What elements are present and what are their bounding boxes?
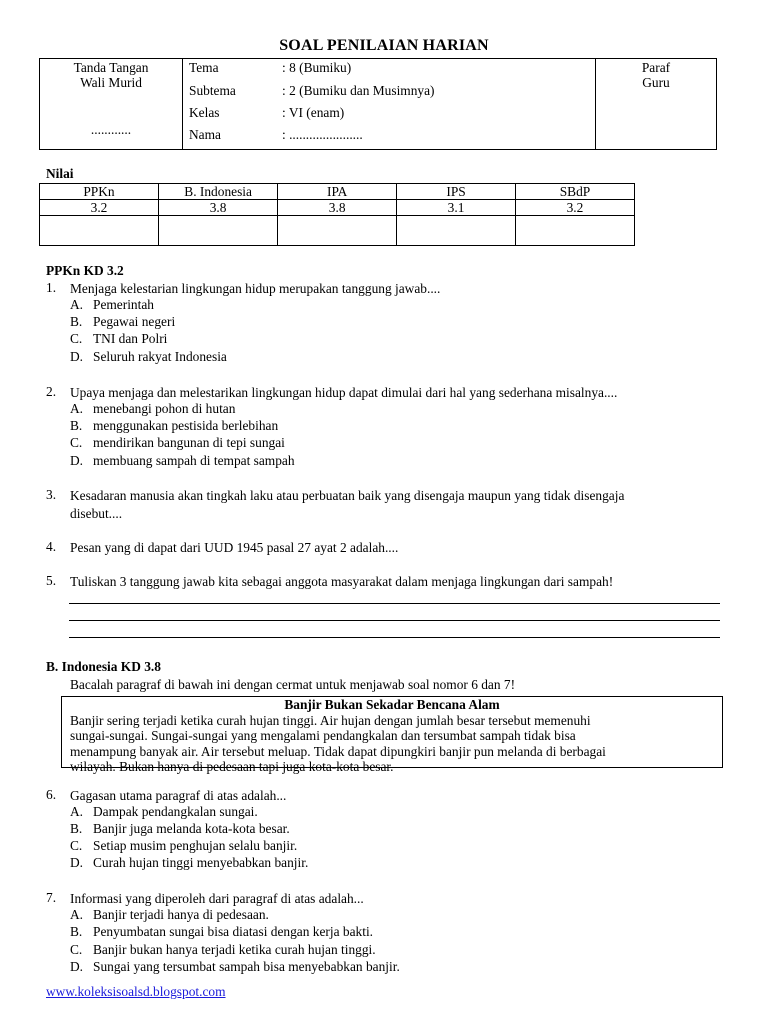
reading-line: wilayah. Bukan hanya di pedesaan tapi juga kota-kota besar.	[70, 759, 394, 774]
nama-label: Nama	[189, 127, 221, 142]
footer-website-link[interactable]: www.koleksisoalsd.blogspot.com	[46, 984, 226, 999]
option-text[interactable]: Penyumbatan sungai bisa diatasi dengan kerja bakti.	[93, 924, 374, 939]
option-letter: C.	[70, 838, 83, 853]
signature-label: Tanda Tangan	[73, 60, 149, 75]
question-number: 7.	[46, 890, 57, 905]
subject-cell: B. Indonesia	[159, 184, 278, 200]
header-table	[39, 58, 717, 150]
subject-row	[40, 184, 635, 200]
reading-instruction: Bacalah paragraf di bawah ini dengan cermat untuk menjawab soal nomor 6 dan 7!	[70, 677, 516, 692]
signature-dots: ............	[90, 122, 132, 137]
teacher-sign-cell	[596, 59, 717, 150]
option-text[interactable]: menebangi pohon di hutan	[93, 401, 236, 416]
reading-passage	[61, 696, 723, 774]
option-letter: A.	[70, 401, 84, 416]
question-text: Tuliskan 3 tanggung jawab kita sebagai anggota masyarakat dalam menjaga lingkungan dari sampah!	[70, 574, 614, 589]
option-letter: C.	[70, 435, 83, 450]
bindo-heading: B. Indonesia KD 3.8	[46, 659, 161, 674]
option-letter: C.	[70, 331, 83, 346]
score-row	[40, 216, 635, 246]
student-info-cell	[183, 59, 596, 150]
paraf-label: Paraf	[641, 60, 671, 75]
reading-line: Banjir sering terjadi ketika curah hujan tinggi. Air hujan dengan jumlah besar tersebut memenuhi	[70, 712, 591, 728]
question-text: Kesadaran manusia akan tingkah laku atau perbuatan baik yang disengaja maupun yang tidak disengaja	[70, 488, 625, 503]
question-number: 4.	[46, 539, 57, 554]
subject-cell: PPKn	[40, 184, 159, 200]
option-text[interactable]: TNI dan Polri	[93, 331, 168, 346]
question-number: 6.	[46, 787, 57, 802]
option-letter: B.	[70, 924, 83, 939]
answer-line[interactable]	[69, 603, 720, 604]
tema-label: Tema	[189, 60, 219, 75]
subtema-label: Subtema	[189, 83, 236, 98]
kd-row	[40, 200, 635, 216]
option-text[interactable]: Banjir terjadi hanya di pedesaan.	[93, 907, 269, 922]
option-text[interactable]: Pegawai negeri	[93, 314, 176, 329]
answer-line[interactable]	[69, 637, 720, 638]
option-text[interactable]: Curah hujan tinggi menyebabkan banjir.	[93, 855, 309, 870]
reading-title: Banjir Bukan Sekadar Bencana Alam	[284, 697, 500, 712]
question-number: 5.	[46, 573, 57, 588]
page-title: SOAL PENILAIAN HARIAN	[279, 37, 489, 54]
reading-line: sungai-sungai. Sungai-sungai yang mengalami pendangkalan dan tersumbat sampah tidak bisa	[70, 728, 576, 743]
question-number: 1.	[46, 280, 57, 295]
option-text[interactable]: membuang sampah di tempat sampah	[93, 453, 295, 468]
subject-cell: IPA	[278, 184, 397, 200]
question-text-cont: disebut....	[70, 506, 123, 521]
signature-label-2: Wali Murid	[80, 75, 142, 90]
option-text[interactable]: Banjir bukan hanya terjadi ketika curah hujan tinggi.	[93, 942, 376, 957]
signature-cell	[40, 59, 183, 150]
option-text[interactable]: Setiap musim penghujan selalu banjir.	[93, 838, 298, 853]
kd-cell: 3.8	[159, 200, 278, 216]
subject-cell: IPS	[397, 184, 516, 200]
option-letter: D.	[70, 855, 84, 870]
score-cell[interactable]	[397, 216, 516, 246]
nilai-label: Nilai	[46, 166, 74, 181]
option-letter: A.	[70, 804, 84, 819]
subject-cell: SBdP	[515, 184, 634, 200]
kd-cell: 3.2	[515, 200, 634, 216]
option-letter: B.	[70, 418, 83, 433]
option-text[interactable]: menggunakan pestisida berlebihan	[93, 418, 279, 433]
score-cell[interactable]	[515, 216, 634, 246]
guru-label: Guru	[642, 75, 670, 90]
question-text: Informasi yang diperoleh dari paragraf di atas adalah...	[70, 891, 364, 906]
option-text[interactable]: Dampak pendangkalan sungai.	[93, 804, 258, 819]
option-letter: D.	[70, 349, 84, 364]
kd-cell: 3.2	[40, 200, 159, 216]
question-text: Pesan yang di dapat dari UUD 1945 pasal 27 ayat 2 adalah....	[70, 540, 399, 555]
score-cell[interactable]	[278, 216, 397, 246]
answer-line[interactable]	[69, 620, 720, 621]
kelas-value: : VI (enam)	[282, 105, 345, 120]
question-text: Upaya menjaga dan melestarikan lingkungan hidup dapat dimulai dari hal yang sederhana misalnya....	[70, 385, 618, 400]
kd-cell: 3.1	[397, 200, 516, 216]
kelas-label: Kelas	[189, 105, 220, 120]
option-letter: D.	[70, 959, 84, 974]
option-text[interactable]: Pemerintah	[93, 297, 154, 312]
subtema-value: : 2 (Bumiku dan Musimnya)	[282, 83, 435, 98]
option-text[interactable]: Sungai yang tersumbat sampah bisa menyebabkan banjir.	[93, 959, 400, 974]
option-letter: A.	[70, 907, 84, 922]
question-number: 3.	[46, 487, 57, 502]
score-cell[interactable]	[159, 216, 278, 246]
option-letter: D.	[70, 453, 84, 468]
ppkn-heading: PPKn KD 3.2	[46, 263, 124, 278]
option-letter: C.	[70, 942, 83, 957]
question-text: Gagasan utama paragraf di atas adalah...	[70, 788, 287, 803]
score-cell[interactable]	[40, 216, 159, 246]
option-letter: B.	[70, 314, 83, 329]
option-letter: A.	[70, 297, 84, 312]
option-letter: B.	[70, 821, 83, 836]
tema-value: : 8 (Bumiku)	[282, 60, 352, 75]
option-text[interactable]: mendirikan bangunan di tepi sungai	[93, 435, 285, 450]
nama-field[interactable]: : ......................	[282, 127, 363, 142]
question-text: Menjaga kelestarian lingkungan hidup merupakan tanggung jawab....	[70, 281, 441, 296]
reading-line: menampung banyak air. Air tersebut meluap. Tidak dapat dipungkiri banjir pun melanda di berbagai	[70, 743, 606, 759]
kd-cell: 3.8	[278, 200, 397, 216]
grade-table	[39, 183, 635, 246]
option-text[interactable]: Seluruh rakyat Indonesia	[93, 349, 227, 364]
option-text[interactable]: Banjir juga melanda kota-kota besar.	[93, 821, 290, 836]
question-number: 2.	[46, 384, 57, 399]
